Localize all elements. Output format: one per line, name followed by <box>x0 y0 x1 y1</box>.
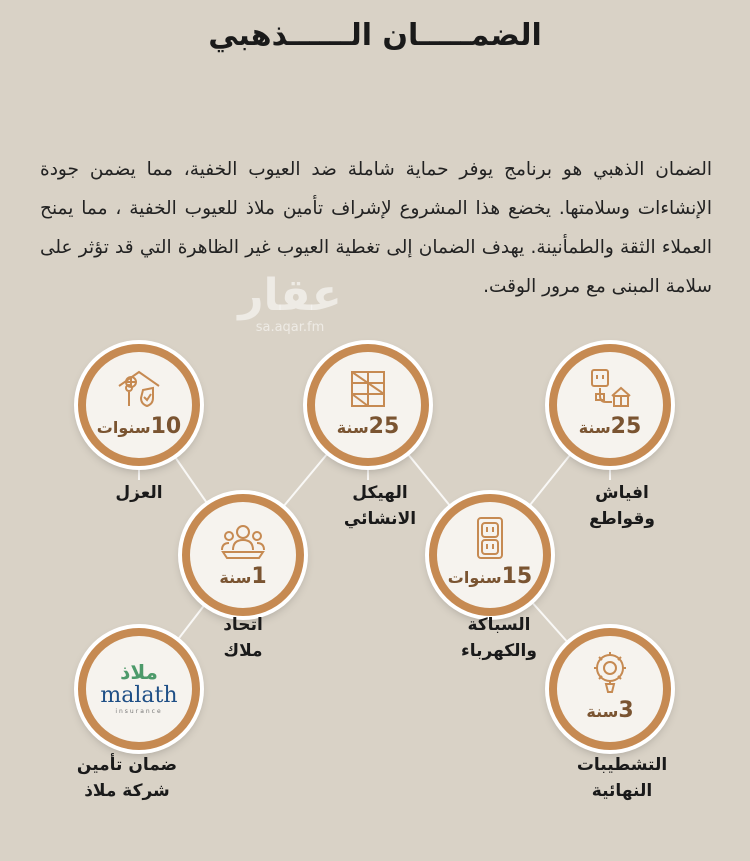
malath-logo <box>94 654 184 728</box>
node-sockets <box>549 344 671 466</box>
years-label: 10سنوات <box>96 414 182 439</box>
caption-insulation: العزل <box>115 483 163 503</box>
people-group-icon <box>219 516 267 560</box>
years-label: 25سنة <box>578 414 642 439</box>
outlet-icon <box>466 516 514 560</box>
insulation-house-icon <box>115 366 163 410</box>
years-label: 3سنة <box>586 698 634 723</box>
years-label: 25سنة <box>336 414 400 439</box>
malath-logo-arabic: ملاذ <box>120 660 158 684</box>
node-owners-union <box>182 494 304 616</box>
caption-finishing: التشطيبات النهائية <box>576 755 668 801</box>
malath-logo-english: malath <box>100 683 178 708</box>
node-plumbing <box>429 494 551 616</box>
watermark-main: عقار <box>238 270 342 321</box>
intro-paragraph: الضمان الذهبي هو برنامج يوفر حماية شاملة ضد العيوب الخفية، مما يضمن جودة الإنشاءات وسلامتها. يخضع هذا المشروع لإشراف تأمين ملاذ للعيوب الخفية ، مما يمنح العملاء الثقة والطمأنينة. يهدف الضمان إلى تغطية العيوب غير الظاهرة التي قد تؤثر على سلامة المبنى مع مرور الوقت. <box>40 159 712 297</box>
years-label: 15سنوات <box>447 564 533 589</box>
caption-sockets: افياش وقواطع <box>589 483 655 529</box>
caption-structure: الهيكل الانشائي <box>343 483 417 529</box>
caption-owners-union: اتحاد ملاك <box>223 615 263 661</box>
caption-plumbing: السباكة والكهرباء <box>461 615 537 661</box>
years-label: 1سنة <box>219 564 267 589</box>
scaffold-structure-icon <box>344 366 392 410</box>
node-insulation <box>78 344 200 466</box>
malath-logo-tagline: insurance <box>115 708 163 715</box>
gear-brush-icon <box>586 650 634 694</box>
node-finishing <box>549 628 671 750</box>
socket-plug-icon <box>586 366 634 410</box>
node-malath <box>78 628 200 750</box>
page-title: الضمـــــان الــــــذهبي <box>208 18 542 53</box>
caption-malath: ضمان تأمين شركة ملاذ <box>76 755 178 801</box>
watermark-site: sa.aqar.fm <box>255 320 325 335</box>
node-structure <box>307 344 429 466</box>
